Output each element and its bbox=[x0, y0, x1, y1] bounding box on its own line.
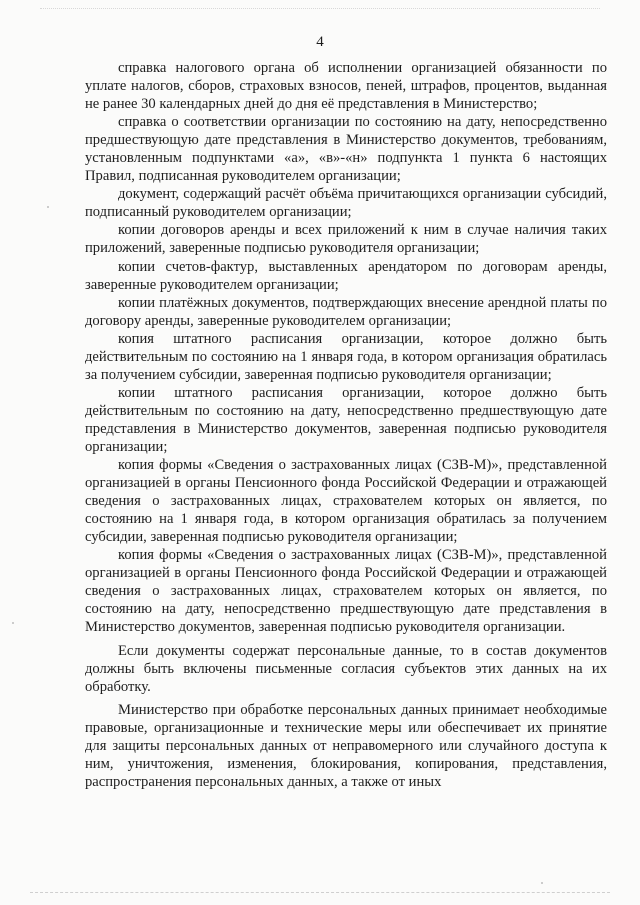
paragraph-subsidy-calculation: документ, содержащий расчёт объёма причитающихся организации субсидий, подписанный руководителем организации; bbox=[85, 186, 607, 221]
paragraph-staff-schedule-january: копия штатного расписания организации, которое должно быть действительным по состоянию на 1 января года, в котором организация обратилась за получением субсидии, заверенная подписью руководителя организации; bbox=[85, 330, 607, 383]
paragraph-compliance-certificate: справка о соответствии организации по состоянию на дату, непосредственно предшествующую дате представления в Министерство документов, требованиям, установленным подпунктами «а», «в»-«н» подпункта 1 пункта 6 настоящих Правил, подписанная руководителем организации; bbox=[85, 114, 607, 185]
scan-speck bbox=[47, 206, 49, 208]
paragraph-lease-agreements: копии договоров аренды и всех приложений к ним в случае наличия таких приложений, заверенные подписью руководителя организации; bbox=[85, 222, 607, 257]
scan-speck bbox=[541, 882, 543, 884]
paragraph-tax-certificate: справка налогового органа об исполнении организацией обязанности по уплате налогов, сборов, страховых взносов, пеней, штрафов, процентов, выданная не ранее 30 календарных дней до дня её представления в Министерство; bbox=[85, 60, 607, 113]
paragraph-payment-documents: копии платёжных документов, подтверждающих внесение арендной платы по договору аренды, заверенные руководителем организации; bbox=[85, 294, 607, 329]
scan-speck bbox=[12, 622, 14, 624]
paragraph-szv-m-current: копия формы «Сведения о застрахованных лицах (СЗВ-М)», представленной организацией в органы Пенсионного фонда Российской Федерации и отражающей сведения о застрахованных лицах, страхователем которых он является, по состоянию на дату, непосредственно предшествующую дате представления в Министерство документов, заверенная подписью руководителя организации. bbox=[85, 547, 607, 636]
page-number: 4 bbox=[316, 34, 324, 50]
paragraph-invoices: копии счетов-фактур, выставленных арендатором по договорам аренды, заверенные руководителем организации; bbox=[85, 258, 607, 293]
paragraph-personal-data-consent: Если документы содержат персональные данные, то в состав документов должны быть включены письменные согласия субъектов этих данных на их обработку. bbox=[85, 642, 607, 695]
document-body bbox=[85, 59, 607, 791]
scan-edge-bottom bbox=[30, 892, 610, 894]
scan-edge-top bbox=[40, 8, 600, 10]
paragraph-staff-schedule-current: копии штатного расписания организации, которое должно быть действительным по состоянию на дату, непосредственно предшествующую дате представления в Министерство документов, заверенная подписью руководителя организации; bbox=[85, 384, 607, 455]
paragraph-data-protection: Министерство при обработке персональных данных принимает необходимые правовые, организационные и технические меры или обеспечивает их принятие для защиты персональных данных от неправомерного или случайного доступа к ним, уничтожения, изменения, блокирования, копирования, представления, распространения персональных данных, а также от иных bbox=[85, 701, 607, 790]
paragraph-szv-m-january: копия формы «Сведения о застрахованных лицах (СЗВ-М)», представленной организацией в органы Пенсионного фонда Российской Федерации и отражающей сведения о застрахованных лицах, страхователем которых он является, по состоянию на 1 января года, в котором организация обратилась за получением субсидии, заверенная подписью руководителя организации; bbox=[85, 457, 607, 546]
